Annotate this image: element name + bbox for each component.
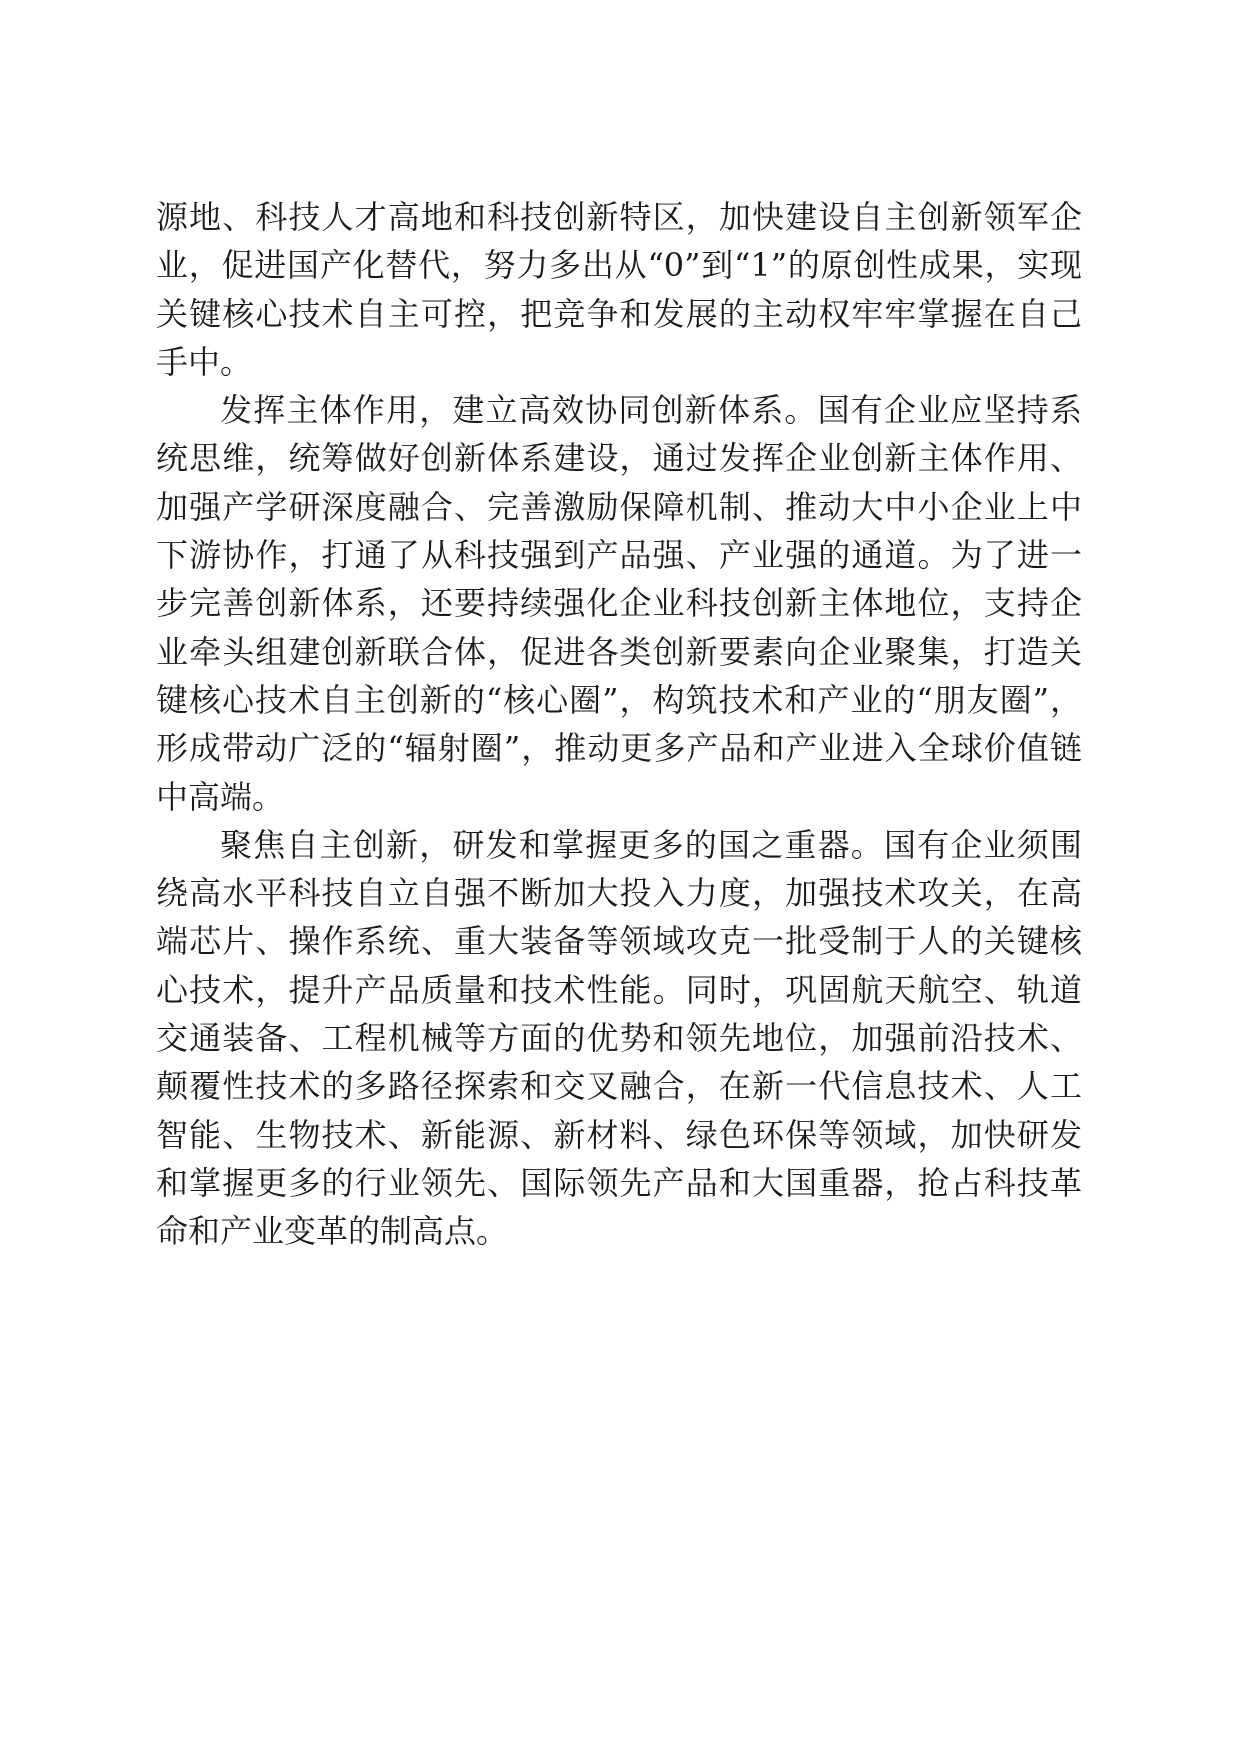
paragraph-3: 聚焦自主创新，研发和掌握更多的国之重器。国有企业须围绕高水平科技自立自强不断加大投入力度，加强技术攻关，在高端芯片、操作系统、重大装备等领域攻克一批受制于人的关键核心技术，提升产品质量和技术性能。同时，巩固航天航空、轨道交通装备、工程机械等方面的优势和领先地位，加强前沿技术、颠覆性技术的多路径探索和交叉融合，在新一代信息技术、人工智能、生物技术、新能源、新材料、绿色环保等领域，加快研发和掌握更多的行业领先、国际领先产品和大国重器，抢占科技革命和产业变革的制高点。 [156, 825, 1082, 1251]
paragraph-2: 发挥主体作用，建立高效协同创新体系。国有企业应坚持系统思维，统筹做好创新体系建设，通过发挥企业创新主体作用、加强产学研深度融合、完善激励保障机制、推动大中小企业上中下游协作，打通了从科技强到产品强、产业强的通道。为了进一步完善创新体系，还要持续强化企业科技创新主体地位，支持企业牵头组建创新联合体，促进各类创新要素向企业聚集，打造关键核心技术自主创新的“核心圈”，构筑技术和产业的“朋友圈”，形成带动广泛的“辐射圈”，推动更多产品和产业进入全球价值链中高端。 [156, 391, 1082, 816]
paragraph-1: 源地、科技人才高地和科技创新特区，加快建设自主创新领军企业，促进国产化替代，努力多出从“0”到“1”的原创性成果，实现关键核心技术自主可控，把竞争和发展的主动权牢牢掌握在自己手中。 [156, 198, 1082, 381]
body-text [156, 193, 1082, 1256]
